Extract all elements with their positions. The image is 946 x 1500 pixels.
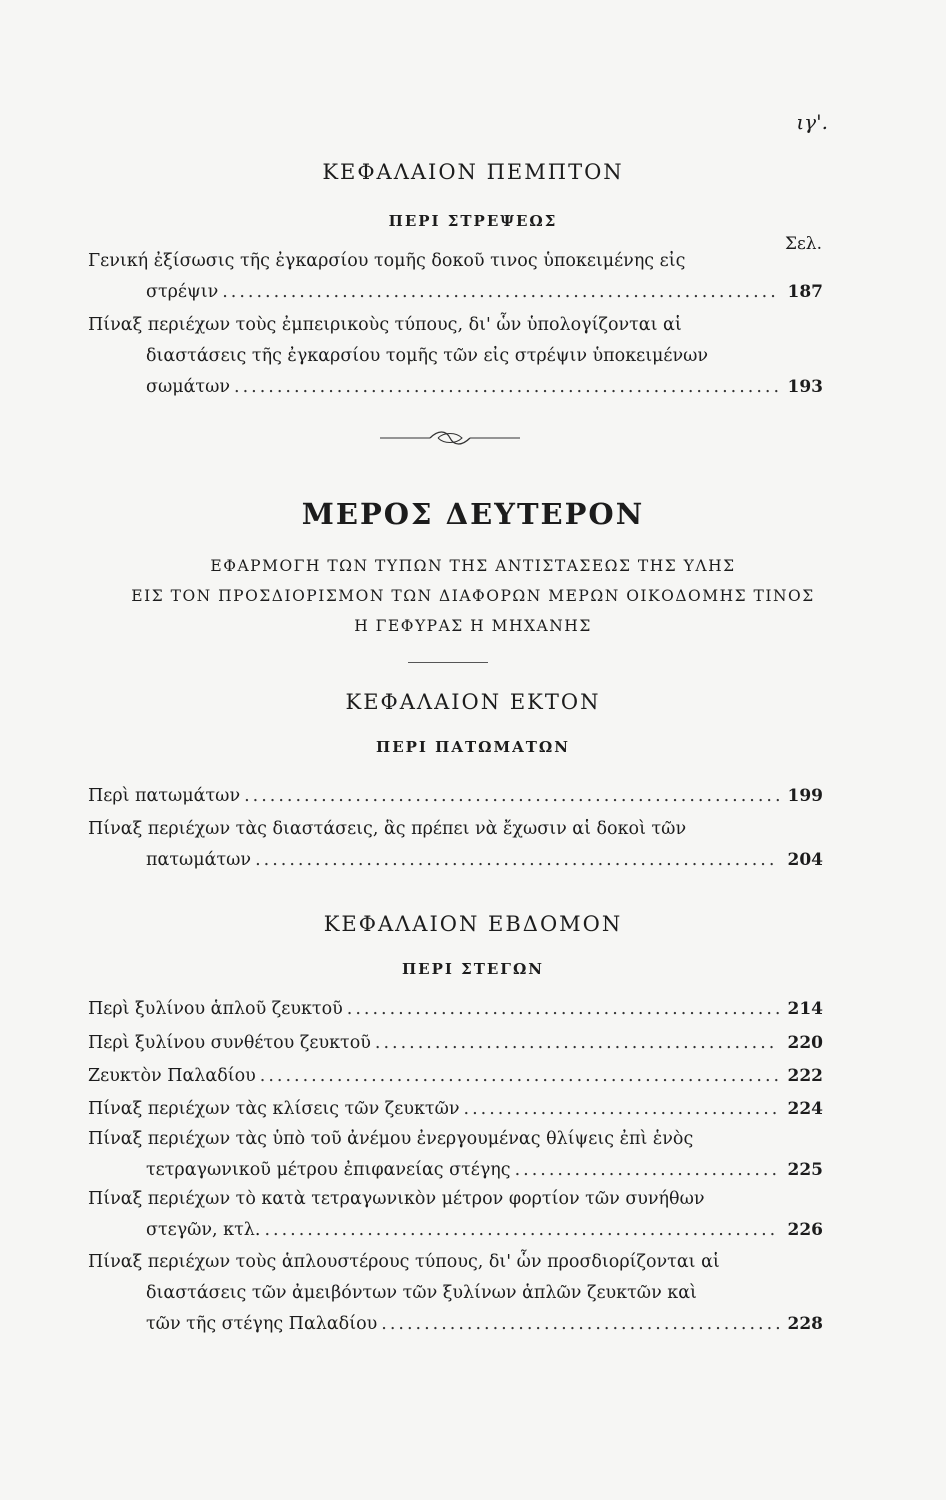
leader-dots: [234, 372, 779, 403]
entry-page: 214: [787, 999, 823, 1019]
toc-entry: [88, 1094, 823, 1125]
entry-text: Περὶ πατωμάτων: [88, 786, 241, 806]
entry-page: 204: [787, 850, 823, 870]
entry-page: 193: [787, 377, 823, 397]
entry-page: 222: [787, 1066, 823, 1086]
part-title: ΜΕΡΟΣ ΔΕΥΤΕΡΟΝ: [301, 497, 645, 531]
entry-text: Γενική ἐξίσωσις τῆς ἐγκαρσίου τομῆς δοκοῦ τινος ὑποκειμένης εἰς: [88, 251, 686, 271]
entry-text: πατωμάτων: [146, 850, 252, 870]
entry-text: τῶν τῆς στέγης Παλαδίου: [146, 1314, 378, 1334]
entry-text: Πίναξ περιέχων τὰς κλίσεις τῶν ζευκτῶν: [88, 1099, 460, 1119]
toc-entry: [88, 1124, 823, 1186]
entry-page: 224: [787, 1099, 823, 1119]
chapter5-subtitle: ΠΕΡΙ ΣΤΡΕΨΕΩΣ: [388, 212, 558, 230]
toc-entry: [88, 994, 823, 1025]
leader-dots: [515, 1155, 779, 1186]
entry-text: Πίναξ περιέχων τοὺς ἐμπειρικοὺς τύπους, δι' ὧν ὑπολογίζονται αἱ: [88, 315, 682, 335]
entry-text: Περὶ ξυλίνου ἁπλοῦ ζευκτοῦ: [88, 999, 343, 1019]
leader-dots: [222, 277, 779, 308]
leader-dots: [244, 781, 779, 812]
entry-text: Πίναξ περιέχων τοὺς ἁπλουστέρους τύπους, δι' ὧν προσδιορίζονται αἱ: [88, 1252, 720, 1272]
entry-page: 225: [787, 1160, 823, 1180]
chapter5-title: ΚΕΦΑΛΑΙΟΝ ΠΕΜΠΤΟΝ: [322, 160, 624, 184]
toc-entry: [88, 310, 823, 403]
part-description-line: Η ΓΕΦΥΡΑΣ Η ΜΗΧΑΝΗΣ: [354, 617, 592, 635]
entry-text: Πίναξ περιέχων τὸ κατὰ τετραγωνικὸν μέτρον φορτίον τῶν συνήθων: [88, 1189, 705, 1209]
entry-text: Ζευκτὸν Παλαδίου: [88, 1066, 256, 1086]
entry-page: 220: [787, 1033, 823, 1053]
entry-text: Πίναξ περιέχων τὰς ὑπὸ τοῦ ἀνέμου ἐνεργουμένας θλίψεις ἐπὶ ἑνὸς: [88, 1129, 694, 1149]
entry-text: Περὶ ξυλίνου συνθέτου ζευκτοῦ: [88, 1033, 371, 1053]
toc-entry: [88, 1061, 823, 1092]
entry-text: τετραγωνικοῦ μέτρου ἐπιφανείας στέγης: [146, 1160, 511, 1180]
entry-page: 199: [787, 786, 823, 806]
chapter7-title: ΚΕΦΑΛΑΙΟΝ ΕΒΔΟΜΟΝ: [323, 912, 623, 936]
entry-text: διαστάσεις τῶν ἀμειβόντων τῶν ξυλίνων ἁπλῶν ζευκτῶν καὶ: [146, 1283, 697, 1303]
toc-entry: [88, 814, 823, 876]
chapter6-title: ΚΕΦΑΛΑΙΟΝ ΕΚΤΟΝ: [345, 690, 601, 714]
leader-dots: [264, 1215, 779, 1246]
entry-page: 226: [787, 1220, 823, 1240]
chapter7-subtitle: ΠΕΡΙ ΣΤΕΓΩΝ: [401, 960, 545, 978]
toc-entry: [88, 246, 823, 308]
entry-text: σωμάτων: [146, 377, 230, 397]
leader-dots: [464, 1094, 780, 1125]
entry-text: στεγῶν, κτλ.: [146, 1220, 261, 1240]
leader-dots: [375, 1028, 779, 1059]
toc-entry: [88, 1184, 823, 1246]
leader-dots: [260, 1061, 779, 1092]
toc-entry: [88, 1247, 823, 1340]
entry-text: Πίναξ περιέχων τὰς διαστάσεις, ἃς πρέπει νὰ ἔχωσιν αἱ δοκοὶ τῶν: [88, 819, 687, 839]
leader-dots: [347, 994, 779, 1025]
divider-rule: [408, 662, 488, 663]
part-description: [0, 551, 946, 641]
entry-text: διαστάσεις τῆς ἐγκαρσίου τομῆς τῶν εἰς στρέψιν ὑποκειμένων: [146, 346, 709, 366]
toc-entry: [88, 781, 823, 812]
entry-page: 187: [787, 282, 823, 302]
page-column-label: Σελ.: [784, 234, 822, 254]
leader-dots: [381, 1309, 779, 1340]
entry-page: 228: [787, 1314, 823, 1334]
part-description-line: ΕΦΑΡΜΟΓΗ ΤΩΝ ΤΥΠΩΝ ΤΗΣ ΑΝΤΙΣΤΑΣΕΩΣ ΤΗΣ ΥΛΗΣ: [210, 557, 736, 575]
leader-dots: [255, 845, 779, 876]
toc-entry: [88, 1028, 823, 1059]
chapter6-subtitle: ΠΕΡΙ ΠΑΤΩΜΑΤΩΝ: [376, 738, 570, 756]
entry-text: στρέψιν: [146, 282, 219, 302]
part-description-line: ΕΙΣ ΤΟΝ ΠΡΟΣΔΙΟΡΙΣΜΟΝ ΤΩΝ ΔΙΑΦΟΡΩΝ ΜΕΡΩΝ ΟΙΚΟΔΟΜΗΣ ΤΙΝΟΣ: [131, 587, 815, 605]
ornament-divider: [380, 428, 520, 448]
page-number: ιγ'.: [796, 110, 828, 134]
